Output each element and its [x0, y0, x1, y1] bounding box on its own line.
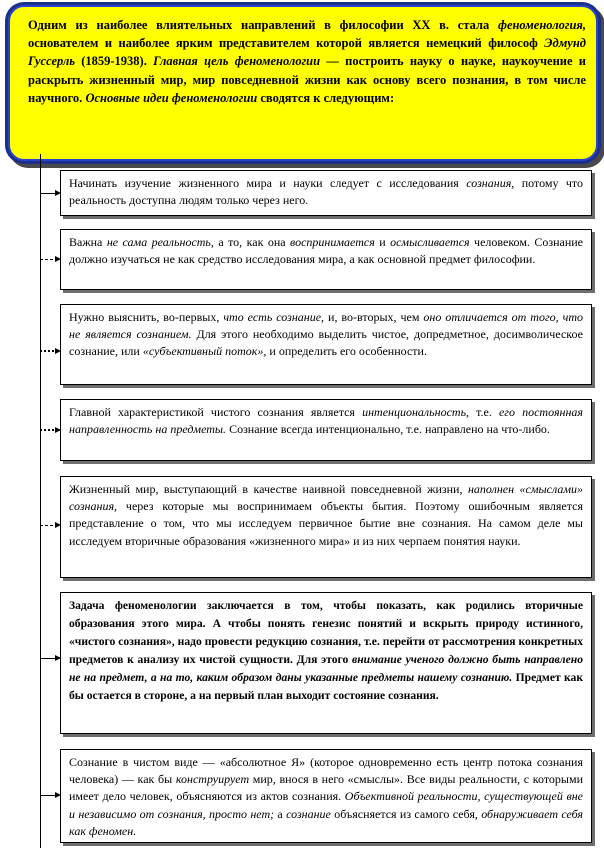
box-text-segment: Сознание в чистом виде — «абсолютное Я» (которое одновременно есть центр потока сознания человека) — как бы	[69, 755, 583, 787]
box-text-segment: а	[274, 806, 287, 821]
box-text-segment: человеком. Сознание должно изучаться не как средство исследования мира, а как основной предмет философии.	[69, 235, 584, 267]
box-text-segment: Начинать изучение жизненного мира и науки следует с исследования	[69, 176, 467, 190]
box-text-segment: его постоянная направленность на предметы.	[69, 405, 584, 437]
header-text	[28, 16, 586, 107]
box-text-segment: сознания,	[466, 176, 515, 190]
box-text-segment: Объективной реальности, существующей вне и независимо от сознания, просто нет;	[69, 789, 583, 821]
box-text-segment: воспринимается	[290, 235, 375, 249]
box-text-segment: т.е.	[469, 405, 499, 419]
header-text-segment: (1859-1938).	[74, 54, 154, 69]
idea-box-1	[60, 170, 592, 216]
idea-box-6	[60, 592, 592, 734]
idea-box-4	[60, 399, 592, 461]
box-text-segment: осмысливается	[390, 235, 470, 249]
box-text-segment: конструирует	[175, 772, 250, 787]
connector-arrow-4	[40, 429, 58, 431]
box-text-segment: и	[374, 235, 391, 249]
box-text-segment: интенциональность,	[362, 405, 470, 419]
header-text-segment: основателем и наиболее ярким представителем которой является немецкий философ	[28, 36, 545, 51]
header-text-segment: Основные идеи феноменологии	[85, 90, 258, 105]
idea-box-7	[60, 749, 592, 843]
connector-arrow-6	[40, 658, 58, 659]
box-text-segment: Предмет как бы остается в стороне, а на первый план выходит состояние сознания.	[69, 671, 583, 702]
connector-arrow-2	[40, 259, 58, 260]
box-text-segment: что есть сознание,	[223, 310, 325, 324]
box-text-segment: Сознание всегда интенционально, т.е. направлено на что-либо.	[226, 422, 550, 437]
header-text-segment: феноменология,	[498, 18, 586, 32]
box-text-segment: не сама реальность,	[106, 235, 214, 249]
box-text-segment: Нужно выяснить, во-первых,	[69, 310, 224, 324]
header-text-segment: Одним из наиболее влиятельных направлений в философии XX в. стала	[28, 18, 498, 32]
header-text-segment: Эдмунд Гуссерль	[28, 36, 586, 69]
box-text-segment: наполнен «смыслами» сознания,	[69, 482, 583, 514]
box-text-segment: сознание	[286, 806, 331, 821]
box-text-segment: объясняется из самого себя,	[330, 806, 482, 821]
connector-arrow-7	[40, 795, 58, 796]
connector-arrow-3	[40, 350, 58, 352]
header-text-segment: Главная цель феноменологии	[153, 54, 321, 69]
box-text-segment: Для этого необходимо выделить чистое, допредметное, досимволическое сознание, или	[69, 327, 583, 359]
box-text-segment: внимание ученого должно быть направлено не на предмет, а на то, каким образом даны указанные предметы нашему сознанию.	[69, 653, 583, 684]
box-text-segment: через которые мы воспринимаем объекты бытия. Поэтому ошибочным является представление о том, что мы исследуем первичное бытие вне сознания. На самом деле мы исследуем вторичные образования «жизненного мира» и из них черпаем понятия науки.	[69, 499, 583, 548]
header-text-segment: сводятся к следующим:	[257, 90, 395, 105]
connector-arrow-1	[40, 193, 58, 194]
box-text-segment: Задача феноменологии заключается в том, чтобы показать, как родились вторичные образования этого мира. А чтобы понять генезис понятий и вскрыть природу истинного, «чистого сознания», надо провести редукцию сознания, т.е. перейти от рассмотрения конкретных предметов к анализу их чистой сущности. Для этого	[69, 599, 583, 666]
box-text-segment: обнаруживает себя как феномен.	[69, 806, 583, 838]
box-text-segment: и, во-вторых, чем	[324, 310, 424, 324]
box-text-segment: а то, как она	[213, 235, 291, 249]
box-text-segment: Важна	[69, 235, 107, 249]
box-text-segment: потому что реальность доступна людям только через него.	[69, 176, 584, 208]
box-text-segment: оно отличается от того, что не является сознанием.	[69, 310, 583, 342]
box-text-segment: «субъективный поток»,	[142, 344, 267, 359]
box-text-segment: и определить его особенности.	[266, 344, 427, 359]
idea-box-2	[60, 229, 592, 290]
connector-arrow-5	[40, 525, 58, 526]
box-text-segment: Жизненный мир, выступающий в качестве наивной повседневной жизни,	[69, 482, 468, 496]
idea-box-3	[60, 304, 592, 385]
box-text-segment: мир, внося в него «смыслы». Все виды реальности, с которыми имеет дело человек, объясняются из актов сознания.	[69, 772, 583, 804]
box-text-segment: Главной характеристикой чистого сознания является	[69, 405, 363, 419]
header-text-segment: — построить науку о науке, наукоучение и раскрыть жизненный мир, мир повседневной жизни как основу всего познания, в том числе научного.	[28, 54, 586, 105]
idea-box-5	[60, 476, 592, 578]
header-panel	[8, 5, 598, 161]
